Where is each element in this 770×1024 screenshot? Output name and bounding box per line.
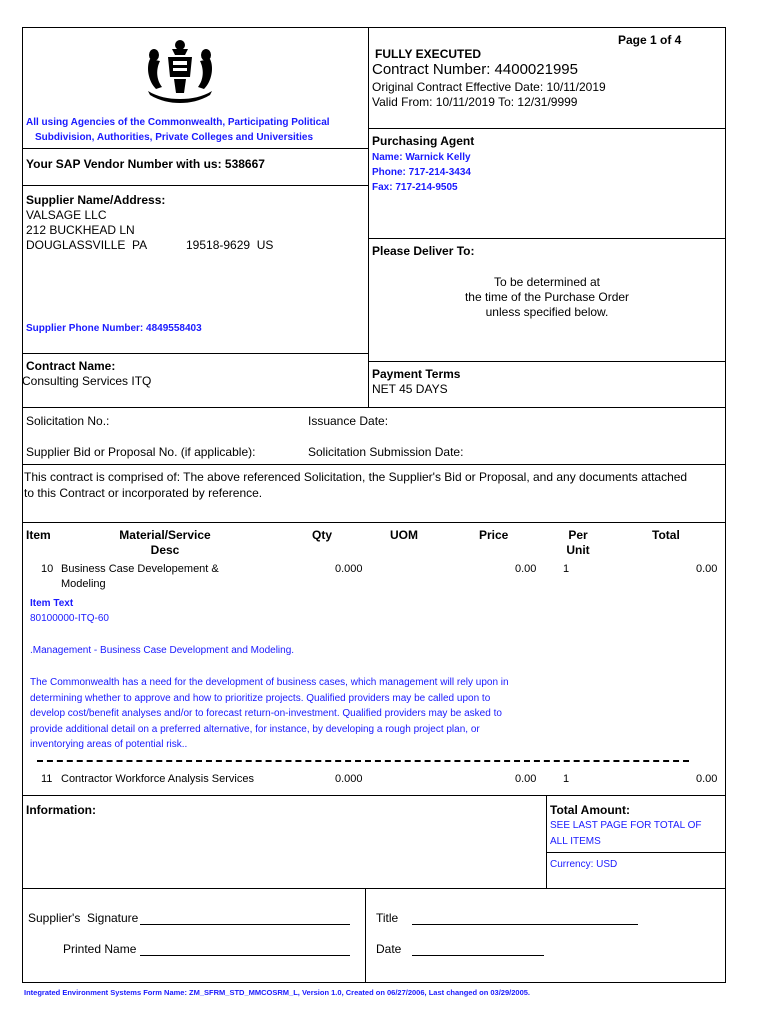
vendor-number: Your SAP Vendor Number with us: 538667 [26, 157, 265, 171]
agent-fax: Fax: 717-214-9505 [372, 182, 458, 193]
payment-terms-heading: Payment Terms [372, 367, 461, 381]
supplier-signature-line[interactable] [140, 924, 350, 925]
page-number: Page 1 of 4 [618, 33, 682, 47]
item-10-per: 1 [563, 563, 570, 575]
item-11-per: 1 [563, 773, 570, 785]
header-divider [368, 27, 369, 407]
item-11-total: 0.00 [696, 773, 718, 785]
col-item: Item [26, 528, 51, 542]
item-text-label: Item Text [30, 598, 74, 609]
supplier-city: DOUGLASSVILLE PA [26, 238, 148, 252]
item-10-total: 0.00 [696, 563, 718, 575]
title-label: Title [376, 911, 399, 925]
agent-name: Name: Warnick Kelly [372, 152, 471, 163]
supplier-street: 212 BUCKHEAD LN [26, 223, 135, 237]
title-line[interactable] [412, 924, 638, 925]
valid-dates: Valid From: 10/11/2019 To: 12/31/9999 [372, 95, 578, 109]
item-11-number: 11 [41, 773, 53, 785]
supplier-signature-label: Supplier's Signature [28, 911, 139, 925]
item-11-qty: 0.000 [335, 773, 363, 785]
deliver-text: To be determined at the time of the Purchase Order unless specified below. [464, 275, 630, 319]
currency: Currency: USD [550, 859, 618, 870]
item-text-management: .Management - Business Case Development and Modeling. [30, 645, 295, 656]
col-per-unit: Per Unit [566, 528, 590, 557]
item-10-desc-1: Business Case Developement & [61, 563, 219, 575]
agent-phone: Phone: 717-214-3434 [372, 167, 471, 178]
date-line[interactable] [412, 955, 544, 956]
commonwealth-seal-logo [138, 37, 222, 103]
col-total: Total [652, 528, 680, 542]
total-amount-line-2: ALL ITEMS [550, 836, 601, 847]
item-text-paragraph: The Commonwealth has a need for the development of business cases, which management will rely upon in determining whether to approve and how to prioritize projects. Qualified providers may be called upon to develop cost/benefit analyses and/or to forecast return-on-investment. Qualified providers may be asked to provide additional detail on a preferred alternative, for instance, by developing a rough project plan, or inventorying areas of potential risk.. [30, 677, 509, 750]
item-10-desc-2: Modeling [61, 578, 106, 590]
contract-number: Contract Number: 4400021995 [372, 61, 578, 78]
printed-name-label: Printed Name [63, 942, 137, 956]
deliver-heading: Please Deliver To: [372, 244, 475, 258]
contract-name-value: Consulting Services ITQ [22, 374, 152, 388]
date-label: Date [376, 942, 402, 956]
comprised-line-1: This contract is comprised of: The above referenced Solicitation, the Supplier's Bid or Proposal, and any documents attached [24, 470, 688, 484]
supplier-name: VALSAGE LLC [26, 208, 107, 222]
item-10-price: 0.00 [515, 563, 537, 575]
total-amount-line-1: SEE LAST PAGE FOR TOTAL OF [550, 820, 702, 831]
effective-date: Original Contract Effective Date: 10/11/2019 [372, 80, 606, 94]
col-desc: Material/Service Desc [119, 528, 211, 557]
total-amount-heading: Total Amount: [550, 803, 630, 817]
issuance-date: Issuance Date: [308, 414, 389, 428]
printed-name-line[interactable] [140, 955, 350, 956]
submission-date: Solicitation Submission Date: [308, 445, 464, 459]
solicitation-no: Solicitation No.: [26, 414, 110, 428]
supplier-zip: 19518-9629 US [186, 238, 274, 252]
item-11-price: 0.00 [515, 773, 537, 785]
purchasing-agent-heading: Purchasing Agent [372, 134, 475, 148]
item-11-desc: Contractor Workforce Analysis Services [61, 773, 254, 785]
payment-terms-value: NET 45 DAYS [372, 382, 448, 396]
item-separator [37, 760, 689, 762]
information-heading: Information: [26, 803, 96, 817]
contract-name-heading: Contract Name: [26, 359, 116, 373]
form-footer: Integrated Environment Systems Form Name: ZM_SFRM_STD_MMCOSRM_L, Version 1.0, Created on 06/27/2006, Last changed on 03/29/2005. [24, 988, 530, 997]
col-uom: UOM [390, 528, 418, 542]
status-label: FULLY EXECUTED [375, 47, 482, 61]
agencies-line-1: All using Agencies of the Commonwealth, Participating Political [26, 117, 330, 128]
col-qty: Qty [312, 528, 333, 542]
item-10-qty: 0.000 [335, 563, 363, 575]
agencies-line-2: Subdivision, Authorities, Private Colleges and Universities [35, 132, 314, 143]
col-price: Price [479, 528, 509, 542]
item-text-code: 80100000-ITQ-60 [30, 613, 109, 624]
supplier-heading: Supplier Name/Address: [26, 193, 166, 207]
comprised-line-2: to this Contract or incorporated by reference. [24, 486, 263, 500]
bid-proposal-no: Supplier Bid or Proposal No. (if applicable): [26, 445, 256, 459]
item-10-number: 10 [41, 563, 54, 575]
supplier-phone: Supplier Phone Number: 4849558403 [26, 323, 202, 334]
